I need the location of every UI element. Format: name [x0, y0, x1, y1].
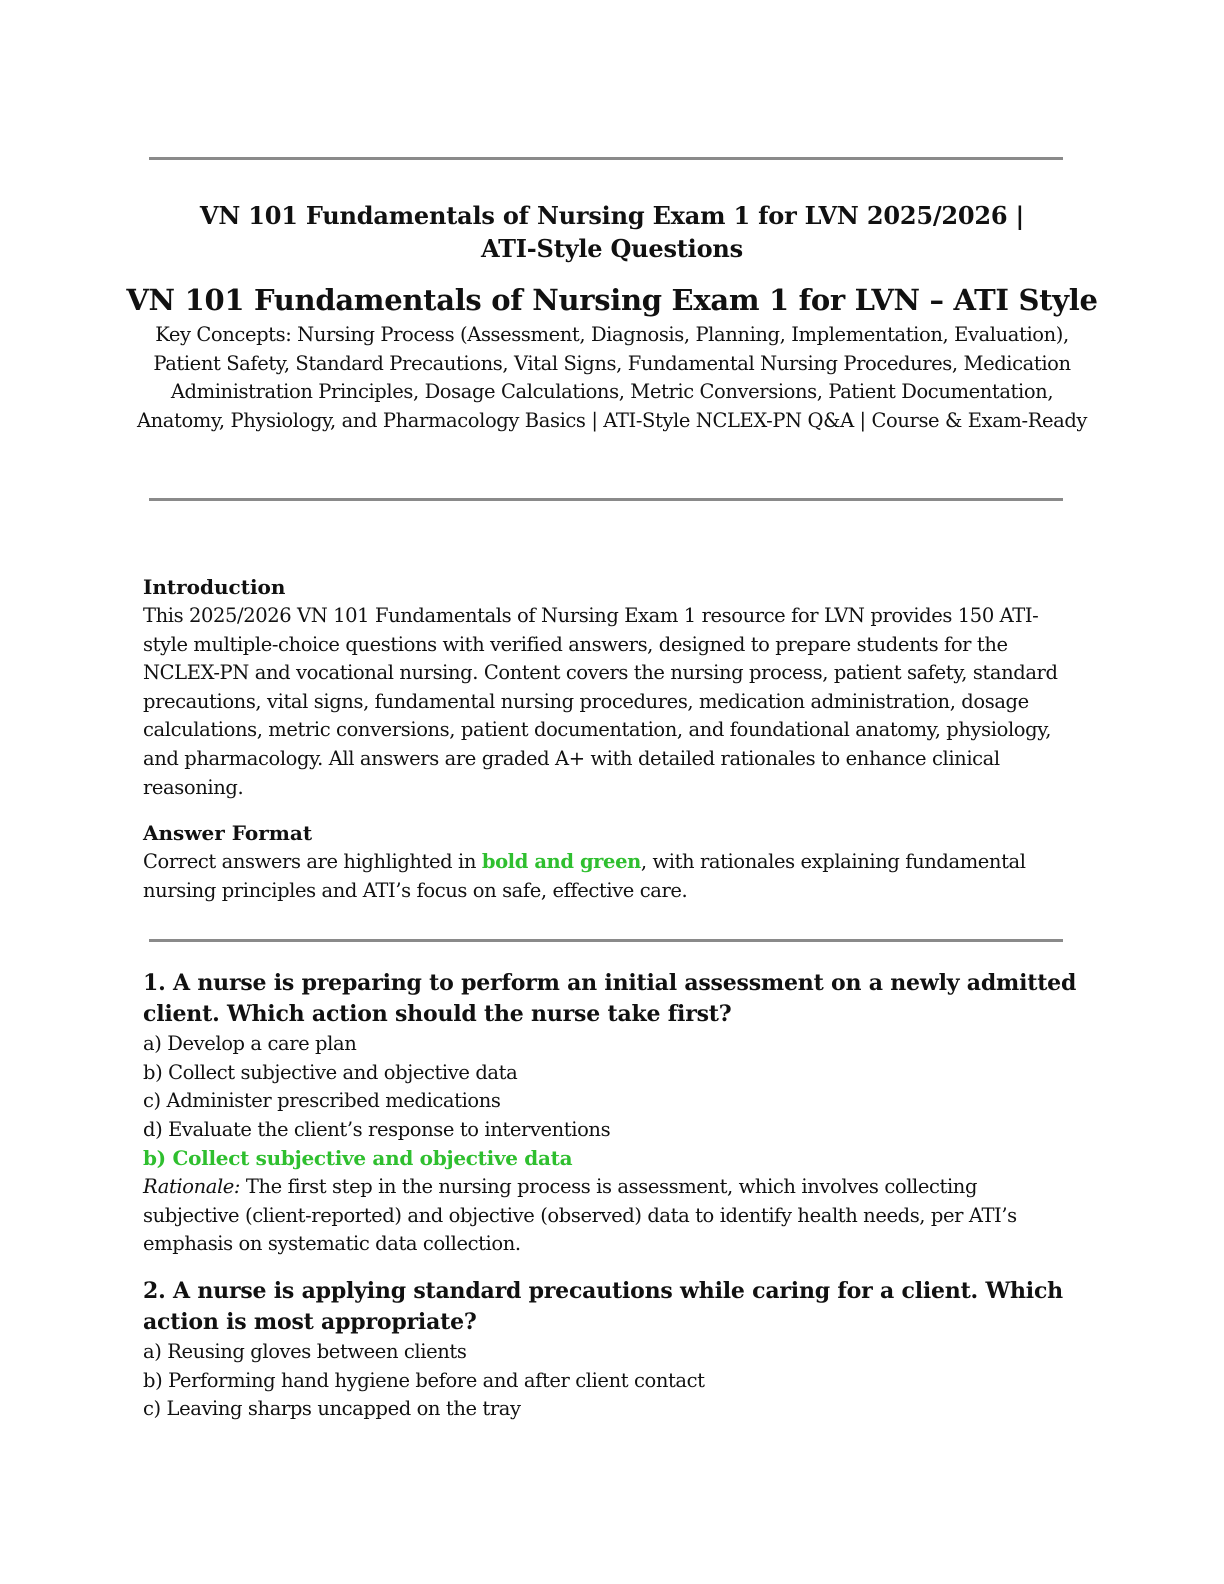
question-1-option-a: a) Develop a care plan — [143, 1032, 357, 1055]
question-1-rationale — [143, 1173, 1078, 1259]
divider-questions — [149, 939, 1063, 942]
question-2-text: 2. A nurse is applying standard precautions while caring for a client. Which action is most appropriate? — [143, 1278, 1063, 1335]
question-1-answer: b) Collect subjective and objective data — [143, 1146, 573, 1170]
answer-format-section — [143, 818, 1078, 905]
question-1-option-d: d) Evaluate the client’s response to interventions — [143, 1117, 611, 1141]
key-concepts: Key Concepts: Nursing Process (Assessment, Diagnosis, Planning, Implementation, Evaluation), Patient Safety, Standard Precautions, Vital Signs, Fundamental Nursing Procedures, Medication Administration Principles, Dosage Calculations, Metric Conversions, Patient Documentation, Anatomy, Physiology, and Pharmacology Basics | ATI-Style NCLEX-PN Q&A | Course & Exam-Ready — [136, 323, 1088, 432]
answer-format-body — [143, 848, 1078, 905]
question-2 — [143, 1276, 1078, 1424]
divider-top — [149, 157, 1063, 160]
introduction-body: This 2025/2026 VN 101 Fundamentals of Nursing Exam 1 resource for LVN provides 150 ATI-style multiple-choice questions with verified answers, designed to prepare students for the NCLEX-PN and vocational nursing. Content covers the nursing process, patient safety, standard precautions, vital signs, fundamental nursing procedures, medication administration, dosage calculations, metric conversions, patient documentation, and foundational anatomy, physiology, and pharmacology. All answers are graded A+ with detailed rationales to enhance clinical reasoning. — [143, 604, 1058, 799]
document-title — [120, 199, 1104, 265]
question-2-option-a: a) Reusing gloves between clients — [143, 1340, 467, 1363]
introduction-section — [143, 572, 1078, 802]
answer-format-text-before: Correct answers are highlighted in — [143, 850, 482, 873]
rationale-text: The first step in the nursing process is assessment, which involves collecting subjective (client-reported) and objective (observed) data to identify health needs, per ATI’s emphasis on systematic data collection. — [143, 1175, 1017, 1256]
rationale-label: Rationale: — [143, 1175, 241, 1198]
question-1-option-c: c) Administer prescribed medications — [143, 1089, 501, 1112]
title-line-2: ATI-Style Questions — [481, 234, 743, 263]
question-2-option-c: c) Leaving sharps uncapped on the tray — [143, 1397, 521, 1420]
introduction-heading: Introduction — [143, 575, 286, 599]
title-line-1: VN 101 Fundamentals of Nursing Exam 1 for LVN 2025/2026 | — [199, 201, 1025, 230]
question-1-text: 1. A nurse is preparing to perform an initial assessment on a newly admitted client. Which action should the nurse take first? — [143, 970, 1077, 1027]
answer-format-highlight: bold and green — [481, 850, 641, 873]
question-1 — [143, 968, 1078, 1259]
answer-format-heading: Answer Format — [143, 821, 313, 845]
answer-format-text-after: , with rationales explaining fundamental nursing principles and ATI’s focus on safe, effective care. — [143, 850, 1026, 902]
question-1-option-b: b) Collect subjective and objective data — [143, 1060, 518, 1084]
divider-header-bottom — [149, 498, 1063, 501]
question-2-option-b: b) Performing hand hygiene before and after client contact — [143, 1368, 705, 1392]
document-subtitle: VN 101 Fundamentals of Nursing Exam 1 for LVN – ATI Style — [126, 283, 1098, 317]
